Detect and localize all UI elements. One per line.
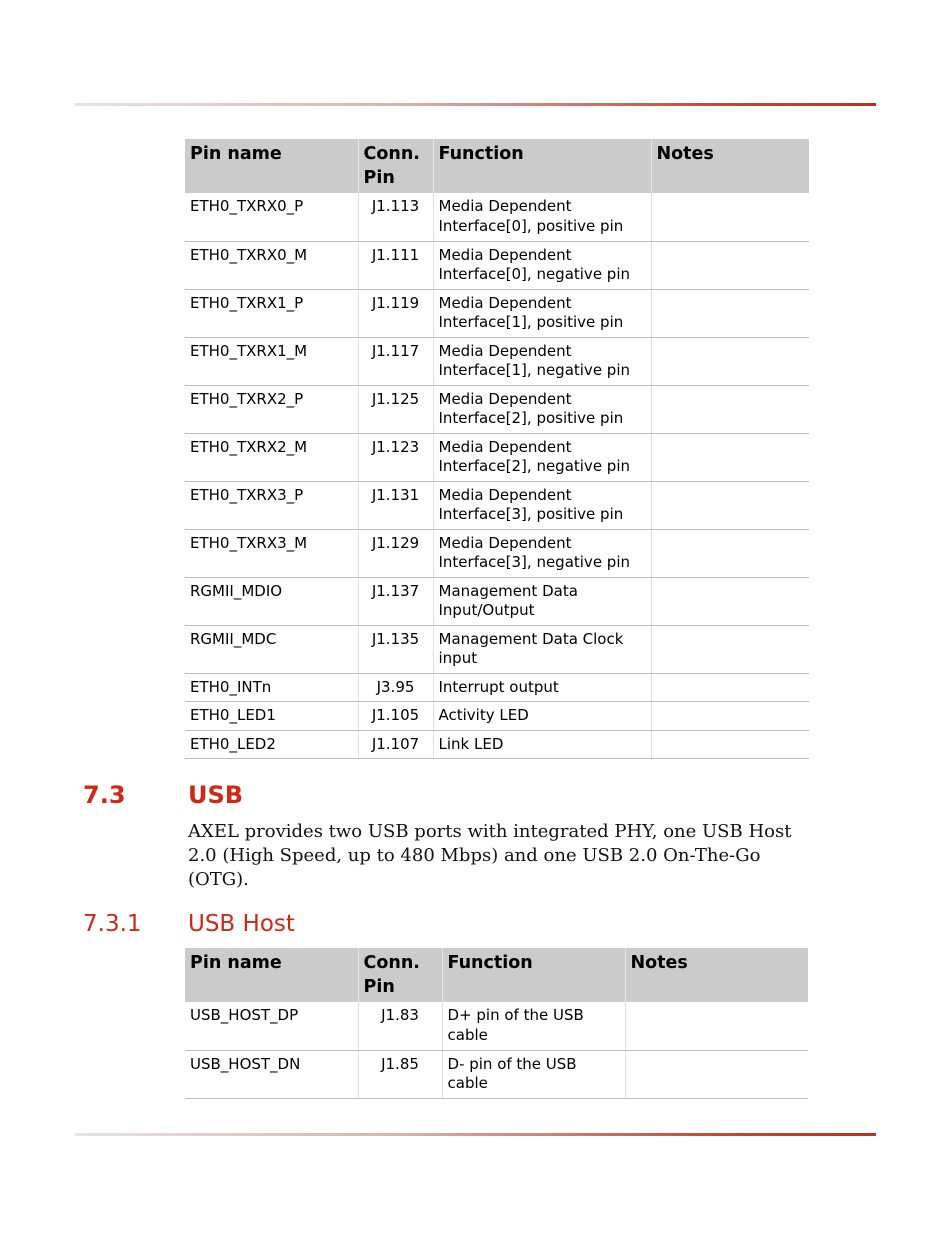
table-row: [185, 673, 809, 702]
header-function: Function: [433, 139, 651, 193]
conn-pin-cell: J1.83: [358, 1002, 442, 1050]
header-notes: Notes: [651, 139, 809, 193]
conn-pin-cell: J1.135: [358, 625, 433, 673]
table-row: [185, 625, 809, 673]
function-cell: Management Data Input/Output: [433, 577, 651, 625]
notes-cell: [651, 241, 809, 289]
function-cell: Media Dependent Interface[0], positive pin: [433, 193, 651, 241]
table-row: [185, 1050, 808, 1098]
pin-name-cell: ETH0_TXRX3_P: [185, 481, 358, 529]
function-cell: Media Dependent Interface[1], negative pin: [433, 337, 651, 385]
table-row: [185, 433, 809, 481]
section-number: 7.3: [83, 781, 126, 809]
pin-name-cell: USB_HOST_DN: [185, 1050, 358, 1098]
pin-name-cell: ETH0_TXRX0_M: [185, 241, 358, 289]
pin-name-cell: ETH0_TXRX2_M: [185, 433, 358, 481]
function-cell: D+ pin of the USB cable: [442, 1002, 625, 1050]
conn-pin-cell: J1.129: [358, 529, 433, 577]
table-header-row: [185, 139, 809, 193]
table-row: [185, 193, 809, 241]
header-notes: Notes: [625, 948, 808, 1002]
conn-pin-cell: J1.131: [358, 481, 433, 529]
pin-name-cell: USB_HOST_DP: [185, 1002, 358, 1050]
notes-cell: [651, 702, 809, 731]
conn-pin-cell: J1.111: [358, 241, 433, 289]
header-pin-name: Pin name: [185, 139, 358, 193]
pin-name-cell: ETH0_LED1: [185, 702, 358, 731]
function-cell: Media Dependent Interface[3], negative pin: [433, 529, 651, 577]
notes-cell: [651, 385, 809, 433]
conn-pin-cell: J3.95: [358, 673, 433, 702]
conn-pin-cell: J1.117: [358, 337, 433, 385]
conn-pin-cell: J1.107: [358, 730, 433, 759]
pin-name-cell: ETH0_LED2: [185, 730, 358, 759]
table-row: [185, 289, 809, 337]
function-cell: Interrupt output: [433, 673, 651, 702]
table-row: [185, 337, 809, 385]
function-cell: Management Data Clock input: [433, 625, 651, 673]
function-cell: Media Dependent Interface[2], positive pin: [433, 385, 651, 433]
notes-cell: [651, 577, 809, 625]
table-row: [185, 529, 809, 577]
header-rule: [75, 103, 876, 106]
function-cell: Activity LED: [433, 702, 651, 731]
notes-cell: [625, 1002, 808, 1050]
conn-pin-cell: J1.137: [358, 577, 433, 625]
notes-cell: [651, 289, 809, 337]
table-header-row: [185, 948, 808, 1002]
conn-pin-cell: J1.85: [358, 1050, 442, 1098]
usb-host-pin-table: [185, 948, 808, 1099]
function-cell: D- pin of the USB cable: [442, 1050, 625, 1098]
conn-pin-cell: J1.123: [358, 433, 433, 481]
notes-cell: [651, 625, 809, 673]
footer-rule: [75, 1133, 876, 1136]
table-row: [185, 702, 809, 731]
header-conn-pin: Conn. Pin: [358, 139, 433, 193]
function-cell: Link LED: [433, 730, 651, 759]
subsection-title: USB Host: [188, 911, 295, 937]
notes-cell: [651, 673, 809, 702]
notes-cell: [625, 1050, 808, 1098]
header-pin-name: Pin name: [185, 948, 358, 1002]
conn-pin-cell: J1.125: [358, 385, 433, 433]
body-paragraph: AXEL provides two USB ports with integrated PHY, one USB Host 2.0 (High Speed, up to 480 Mbps) and one USB 2.0 On-The-Go (OTG).: [188, 821, 792, 890]
notes-cell: [651, 529, 809, 577]
conn-pin-cell: J1.105: [358, 702, 433, 731]
header-conn-pin: Conn. Pin: [358, 948, 442, 1002]
notes-cell: [651, 481, 809, 529]
notes-cell: [651, 337, 809, 385]
table-row: [185, 385, 809, 433]
section-title: USB: [188, 781, 244, 809]
header-function: Function: [442, 948, 625, 1002]
pin-name-cell: ETH0_TXRX1_P: [185, 289, 358, 337]
table-row: [185, 241, 809, 289]
function-cell: Media Dependent Interface[2], negative pin: [433, 433, 651, 481]
table-row: [185, 577, 809, 625]
table-row: [185, 481, 809, 529]
function-cell: Media Dependent Interface[3], positive pin: [433, 481, 651, 529]
function-cell: Media Dependent Interface[0], negative pin: [433, 241, 651, 289]
pin-name-cell: ETH0_INTn: [185, 673, 358, 702]
table-row: [185, 1002, 808, 1050]
pin-name-cell: RGMII_MDIO: [185, 577, 358, 625]
conn-pin-cell: J1.113: [358, 193, 433, 241]
table-row: [185, 730, 809, 759]
pin-name-cell: ETH0_TXRX1_M: [185, 337, 358, 385]
pin-name-cell: RGMII_MDC: [185, 625, 358, 673]
conn-pin-cell: J1.119: [358, 289, 433, 337]
notes-cell: [651, 433, 809, 481]
subsection-number: 7.3.1: [83, 911, 142, 937]
notes-cell: [651, 193, 809, 241]
function-cell: Media Dependent Interface[1], positive pin: [433, 289, 651, 337]
pin-name-cell: ETH0_TXRX0_P: [185, 193, 358, 241]
pin-name-cell: ETH0_TXRX2_P: [185, 385, 358, 433]
pin-name-cell: ETH0_TXRX3_M: [185, 529, 358, 577]
notes-cell: [651, 730, 809, 759]
ethernet-pin-table: [185, 139, 809, 759]
